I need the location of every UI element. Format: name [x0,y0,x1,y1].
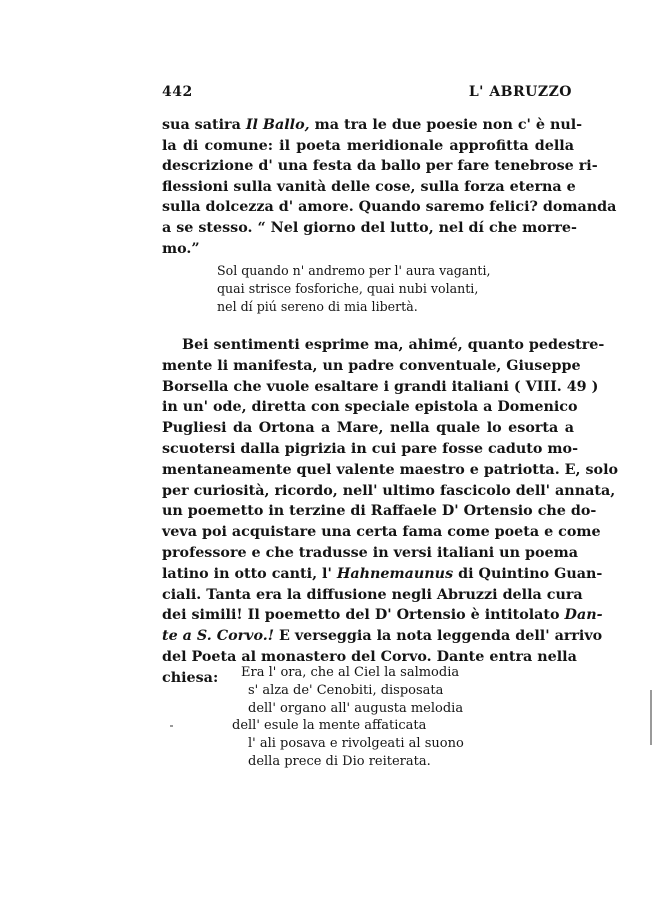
text-line: descrizione d' una festa da ballo per fare tenebrose ri- [162,158,598,175]
text-line: a se stesso. “ Nel giorno del lutto, nel dí che morre- [162,219,577,236]
text-line: per curiosità, ricordo, nell' ultimo fascicolo dell' annata, [162,482,616,499]
text-line: latino in otto canti, l' Hahnemaunus di Quintino Guan- [162,565,603,582]
text-line: te a S. Corvo.! E verseggia la nota leggenda dell' arrivo [162,628,603,645]
text-line: del Poeta al monastero del Corvo. Dante entra nella [162,648,577,665]
verse-line: quai strisce fosforiche, quai nubi volanti, [217,281,479,296]
verse-line: nel dí piú sereno di mia libertà. [217,299,418,314]
verse-line: l' ali posava e rivolgeati al suono [248,736,464,752]
text-line: dei simili! Il poemetto del D' Ortensio è intitolato Dan- [162,607,603,624]
text-line: mente li manifesta, un padre conventuale, Giuseppe [162,357,581,374]
text-line: la di comune: il poeta meridionale approfitta della [162,137,574,154]
paragraph-2 [162,335,619,689]
verse-line: dell' organo all' augusta melodia [248,700,464,716]
text-line: veva poi acquistare una certa fama come poeta e come [162,524,601,541]
text-line: professore e che tradusse in versi italiani un poema [162,544,578,561]
verse-quote-2 [232,664,464,771]
verse-line: della prece di Dio reiterata. [248,753,431,769]
text-line: chiesa: [162,669,219,686]
text-line: sulla dolcezza d' amore. Quando saremo felici? domanda [162,199,617,216]
scan-margin-mark [650,690,652,745]
text-line: in un' ode, diretta con speciale epistola a Domenico [162,399,578,416]
text-line: scuotersi dalla pigrizia in cui pare fosse caduto mo- [162,440,579,457]
text-line: Bei sentimenti esprime ma, ahimé, quanto pedestre- [182,337,605,353]
verse-line: s' alza de' Cenobiti, disposata [248,682,444,698]
verse-line: dell' esule la mente affaticata [232,718,427,734]
text-line: sua satira Il Ballo, ma tra le due poesie non c' è nul- [162,117,583,133]
running-title: L' ABRUZZO [468,84,572,100]
text-line: flessioni sulla vanità delle cose, sulla forza eterna e [162,178,576,195]
verse-quote-1 [217,262,491,316]
text-line: un poemetto in terzine di Raffaele D' Ortensio che do- [162,503,597,520]
text-line: mo.” [162,240,200,257]
scan-speck [170,725,173,727]
text-line: ciali. Tanta era la diffusione negli Abruzzi della cura [162,586,583,603]
text-line: Borsella che vuole esaltare i grandi italiani ( VIII. 49 ) [162,378,599,395]
paragraph-1 [162,115,617,259]
running-header [162,84,572,106]
text-line: Pugliesi da Ortona a Mare, nella quale lo esorta a [162,420,574,437]
page-number: 442 [162,84,193,100]
verse-line: Sol quando n' andremo per l' aura vaganti, [217,263,491,278]
text-line: mentaneamente quel valente maestro e patriotta. E, solo [162,461,619,478]
verse-line: Era l' ora, che al Ciel la salmodia [241,665,460,680]
